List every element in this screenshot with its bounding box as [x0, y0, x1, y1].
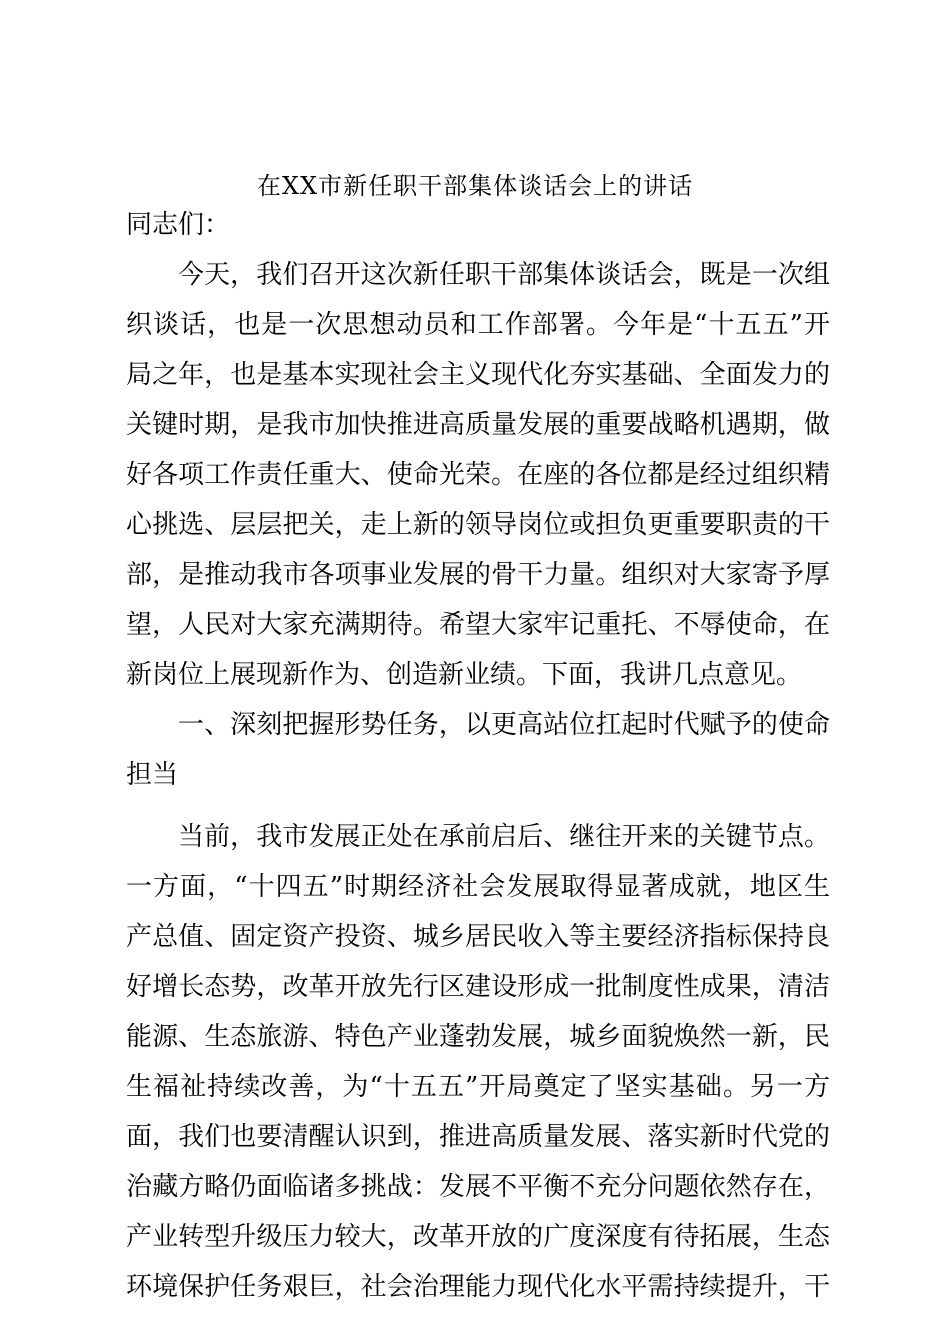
document-body [126, 200, 830, 1312]
paragraph-line: 心挑选、层层把关，走上新的领导岗位或担负更重要职责的干 [126, 510, 830, 540]
paragraph-line: 治藏方略仍面临诸多挑战：发展不平衡不充分问题依然存在， [126, 1172, 830, 1202]
document-title: 在XX市新任职干部集体谈话会上的讲话 [256, 172, 694, 200]
paragraph-line: 产业转型升级压力较大，改革开放的广度深度有待拓展，生态 [126, 1222, 830, 1252]
paragraph-line: 生福祉持续改善，为“十五五”开局奠定了坚实基础。另一方 [126, 1072, 830, 1102]
heading-line: 一、深刻把握形势任务，以更高站位扛起时代赋予的使命 [178, 710, 830, 740]
paragraph-line: 好增长态势，改革开放先行区建设形成一批制度性成果，清洁 [126, 972, 830, 1002]
paragraph-situation [126, 812, 830, 1312]
heading-line: 担当 [126, 760, 179, 790]
paragraph-line: 今天，我们召开这次新任职干部集体谈话会，既是一次组 [178, 260, 830, 290]
section-heading-1 [126, 700, 830, 800]
paragraph-line: 关键时期，是我市加快推进高质量发展的重要战略机遇期，做 [126, 410, 830, 440]
salutation: 同志们： [126, 210, 231, 240]
paragraph-line: 当前，我市发展正处在承前启后、继往开来的关键节点。 [178, 822, 830, 852]
paragraph-line: 织谈话，也是一次思想动员和工作部署。今年是“十五五”开 [126, 310, 830, 340]
paragraph-line: 产总值、固定资产投资、城乡居民收入等主要经济指标保持良 [126, 922, 830, 952]
paragraph-line: 能源、生态旅游、特色产业蓬勃发展，城乡面貌焕然一新，民 [126, 1022, 830, 1052]
paragraph-line: 部，是推动我市各项事业发展的骨干力量。组织对大家寄予厚 [126, 560, 830, 590]
paragraph-line: 环境保护任务艰巨，社会治理能力现代化水平需持续提升，干 [126, 1272, 830, 1302]
paragraph-line: 面，我们也要清醒认识到，推进高质量发展、落实新时代党的 [126, 1122, 830, 1152]
paragraph-line: 局之年，也是基本实现社会主义现代化夯实基础、全面发力的 [126, 360, 830, 390]
paragraph-line: 好各项工作责任重大、使命光荣。在座的各位都是经过组织精 [126, 460, 830, 490]
paragraph-line: 一方面，“十四五”时期经济社会发展取得显著成就，地区生 [126, 872, 830, 902]
paragraph-intro [126, 250, 830, 700]
paragraph-line: 新岗位上展现新作为、创造新业绩。下面，我讲几点意见。 [126, 660, 803, 690]
paragraph-gap [126, 800, 830, 812]
paragraph-line: 望，人民对大家充满期待。希望大家牢记重托、不辱使命，在 [126, 610, 830, 640]
